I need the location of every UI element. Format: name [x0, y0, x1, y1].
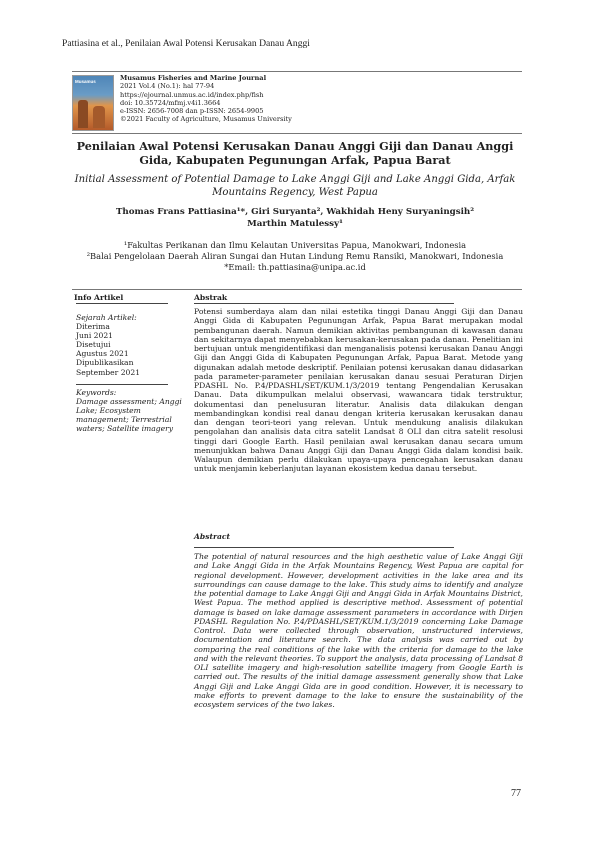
- paper-subtitle: Initial Assessment of Potential Damage to Lake Anggi Giji and Lake Anggi Gida, Arfak Mountains Regency, West Papua: [74, 174, 516, 198]
- journal-name: Musamus Fisheries and Marine Journal: [120, 74, 267, 82]
- abstrak-heading: Abstrak: [194, 293, 228, 302]
- abstract-text: The potential of natural resources and the high aesthetic value of Lake Anggi Giji and Lake Anggi Gida in the Arfak Mountains Regency, West Papua are capital for regional development. However, development activities in the lake area and its surroundings can cause damage to the lake. This study aims to identify and analyze the potential damage to Lake Anggi Giji and Anggi Gida in Arfak Mountains District, West Papua. The method applied is descriptive method. Assessment of potential damage is based on lake damage assessment parameters in accordance with Dirjen PDASHL Regulation No. P.4/PDASHL/SET/KUM.1/3/2019 concerning Lake Damage Control. Data were collected through observation, unstructured interviews, documentation and literature search. The data analysis was carried out by comparing the real conditions of the lake with the criteria for damage to the lake and with the relevant theories. To support the analysis, data processing of Landsat 8 OLI satellite imagery and high-resolution satellite imagery from Google Earth is carried out. The results of the initial damage assessment generally show that Lake Anggi Giji and Lake Anggi Gida are in good condition. However, it is necessary to make efforts to prevent damage to the lake to ensure the sustainability of the ecosystem services of the two lakes.: [194, 552, 523, 709]
- paper-title: Penilaian Awal Potensi Kerusakan Danau Anggi Giji dan Danau Anggi Gida, Kabupaten Pegunungan Arfak, Papua Barat: [76, 139, 514, 167]
- received-label: Diterima: [76, 322, 110, 332]
- abstract-heading: Abstract: [194, 532, 231, 541]
- affiliations: [75, 240, 515, 273]
- journal-cover-image: [72, 75, 114, 131]
- history-label: Sejarah Artikel:: [76, 313, 137, 322]
- received-date: Juni 2021: [76, 331, 113, 341]
- published-date: September 2021: [76, 367, 141, 377]
- article-info: [76, 313, 186, 433]
- journal-copyright: ©2021 Faculty of Agriculture, Musamus University: [120, 115, 292, 124]
- journal-url[interactable]: https://ejournal.unmus.ac.id/index.php/fish: [120, 90, 264, 99]
- journal-doi[interactable]: doi: 10.35724/mfmj.v4i1.3664: [120, 98, 221, 107]
- abstrak-text: Potensi sumberdaya alam dan nilai estetika tinggi Danau Anggi Giji dan Danau Anggi Gida di Kabupaten Pegunungan Arfak, Papua Barat merupakan modal pembangunan daerah. Namun demikian aktivitas pembangunan di kawasan danau dan sekitarnya dapat menyebabkan kerusakan-kerusakan pada danau. Penelitian ini bertujuan untuk mengidentifikasi dan menganalisis potensi kerusakan Danau Anggi Giji dan Anggi Gida di Kabupaten Pegunungan Arfak, Papua Barat. Metode yang digunakan adalah metode deskriptif. Penilaian potensi kerusakan danau didasarkan pada parameter-parameter penilaian kerusakan danau sesuai Peraturan Dirjen PDASHL No. P.4/PDASHL/SET/KUM.1/3/2019 tentang Pengendalian Kerusakan Danau. Data dikumpulkan melalui observasi, wawancara tidak terstruktur, dokumentasi dan penelusuran literatur. Analisis data dilakukan dengan membandingkan kondisi real danau dengan kriteria kerusakan kerusakan danau dan dengan teori-teori yang relevan. Untuk mendukung analisis dilakukan pengolahan dan analisis data citra satelit Landsat 8 OLI dan citra satelit resolusi tinggi dari Google Earth. Hasil penilaian awal kerusakan danau secara umum menunjukkan bahwa Danau Anggi Giji dan Danau Anggi Gida dalam kondisi baik. Walaupun demikian perlu dilakukan upaya-upaya pencegahan kerusakan danau untuk menjamin keberlanjutan layanan ekosistem kedua danau tersebut.: [194, 307, 523, 474]
- header-divider: [72, 71, 522, 72]
- published-label: Dipublikasikan: [76, 358, 134, 368]
- journal-info: [120, 74, 292, 124]
- abstrak-underline: [194, 303, 454, 304]
- page-number: 77: [511, 788, 521, 799]
- journal-issn: e-ISSN: 2656-7008 dan p-ISSN: 2654-9905: [120, 107, 264, 116]
- journal-info-divider: [72, 133, 522, 134]
- authors-line-2: Marthin Matulessy¹: [247, 219, 343, 230]
- revised-date: Agustus 2021: [76, 349, 129, 359]
- keywords-label: Keywords:: [76, 387, 117, 397]
- abstract-underline: [194, 547, 454, 548]
- cover-rock: [78, 100, 88, 128]
- affiliation-1: ¹Fakultas Perikanan dan Ilmu Kelautan Universitas Papua, Manokwari, Indonesia: [123, 240, 467, 250]
- revised-label: Disetujui: [76, 340, 111, 350]
- cover-title: Musamus: [75, 79, 96, 84]
- journal-volume: 2021 Vol.4 (No.1): hal 77-94: [120, 82, 215, 91]
- info-divider: [76, 377, 168, 385]
- affiliation-2: ²Balai Pengelolaan Daerah Aliran Sungai dan Hutan Lindung Remu Ransiki, Manokwari, Indonesia: [86, 250, 504, 261]
- corresponding-email[interactable]: *Email: th.pattiasina@unipa.ac.id: [224, 261, 366, 272]
- author-list: [90, 206, 500, 231]
- info-underline: [76, 303, 168, 304]
- authors-line-1: Thomas Frans Pattiasina¹*, Giri Suryanta², Wakhidah Heny Suryaningsih²: [115, 207, 475, 217]
- article-info-heading: Info Artikel: [74, 293, 124, 302]
- keywords: Damage assessment; Anggi Lake; Ecosystem management; Terrestrial waters; Satellite imagery: [76, 396, 182, 434]
- running-header: Pattiasina et al., Penilaian Awal Potensi Kerusakan Danau Anggi: [62, 38, 310, 49]
- section-divider: [72, 289, 522, 290]
- cover-rock: [93, 106, 105, 128]
